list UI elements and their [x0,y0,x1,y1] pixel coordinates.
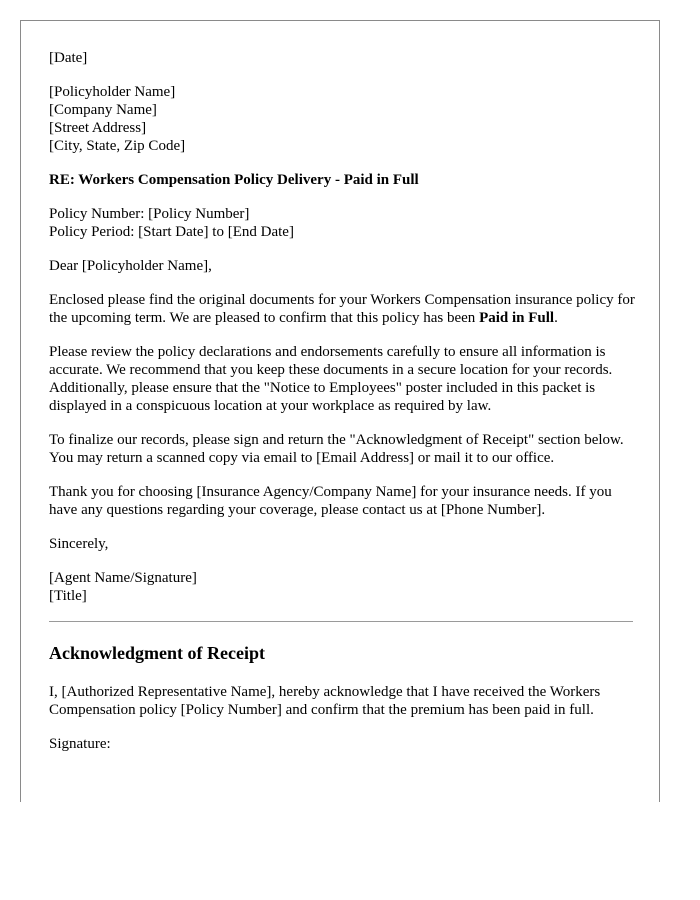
recipient-company: [Company Name] [49,102,157,118]
signer-title: [Title] [49,588,87,604]
paid-in-full-emphasis: Paid in Full [479,310,555,326]
paragraph-finalize-records: To finalize our records, please sign and return the "Acknowledgment of Receipt" section below. You may return a scanned copy via email to [Email Address] or mail it to our office. [49,432,624,466]
acknowledgment-body: I, [Authorized Representative Name], hereby acknowledge that I have received the Workers Compensation policy [Policy Number] and confirm that the premium has been paid in full. [49,684,601,718]
signature-label: Signature: [49,736,111,752]
acknowledgment-heading: Acknowledgment of Receipt [49,643,265,663]
signer-name: [Agent Name/Signature] [49,570,197,586]
subject-line: RE: Workers Compensation Policy Delivery - Paid in Full [49,172,419,188]
signature-block [49,569,637,605]
recipient-name: [Policyholder Name] [49,84,176,100]
closing: Sincerely, [49,536,109,552]
policy-number-line: Policy Number: [Policy Number] [49,206,250,222]
policy-period-line: Policy Period: [Start Date] to [End Date] [49,224,294,240]
recipient-address-block [49,83,637,155]
letter-date: [Date] [49,50,88,66]
paragraph-enclosed-text: Enclosed please find the original documents for your Workers Compensation insurance policy for the upcoming term. We are pleased to confirm that this policy has been [49,292,635,326]
letter-page [20,20,660,802]
recipient-street: [Street Address] [49,120,147,136]
paragraph-review-policy: Please review the policy declarations and endorsements carefully to ensure all information is accurate. We recommend that you keep these documents in a secure location for your records. Additionally, please ensure that the "Notice to Employees" poster included in this packet is displayed in a conspicuous location at your workplace as required by law. [49,344,613,414]
salutation: Dear [Policyholder Name], [49,258,212,274]
paragraph-enclosed-documents [49,291,637,327]
paragraph-thank-you: Thank you for choosing [Insurance Agency/Company Name] for your insurance needs. If you have any questions regarding your coverage, please contact us at [Phone Number]. [49,484,612,518]
letter-content [49,49,637,769]
paragraph-enclosed-end: . [554,310,558,326]
policy-info-block [49,205,637,241]
recipient-city-state-zip: [City, State, Zip Code] [49,138,186,154]
section-divider [49,621,633,622]
